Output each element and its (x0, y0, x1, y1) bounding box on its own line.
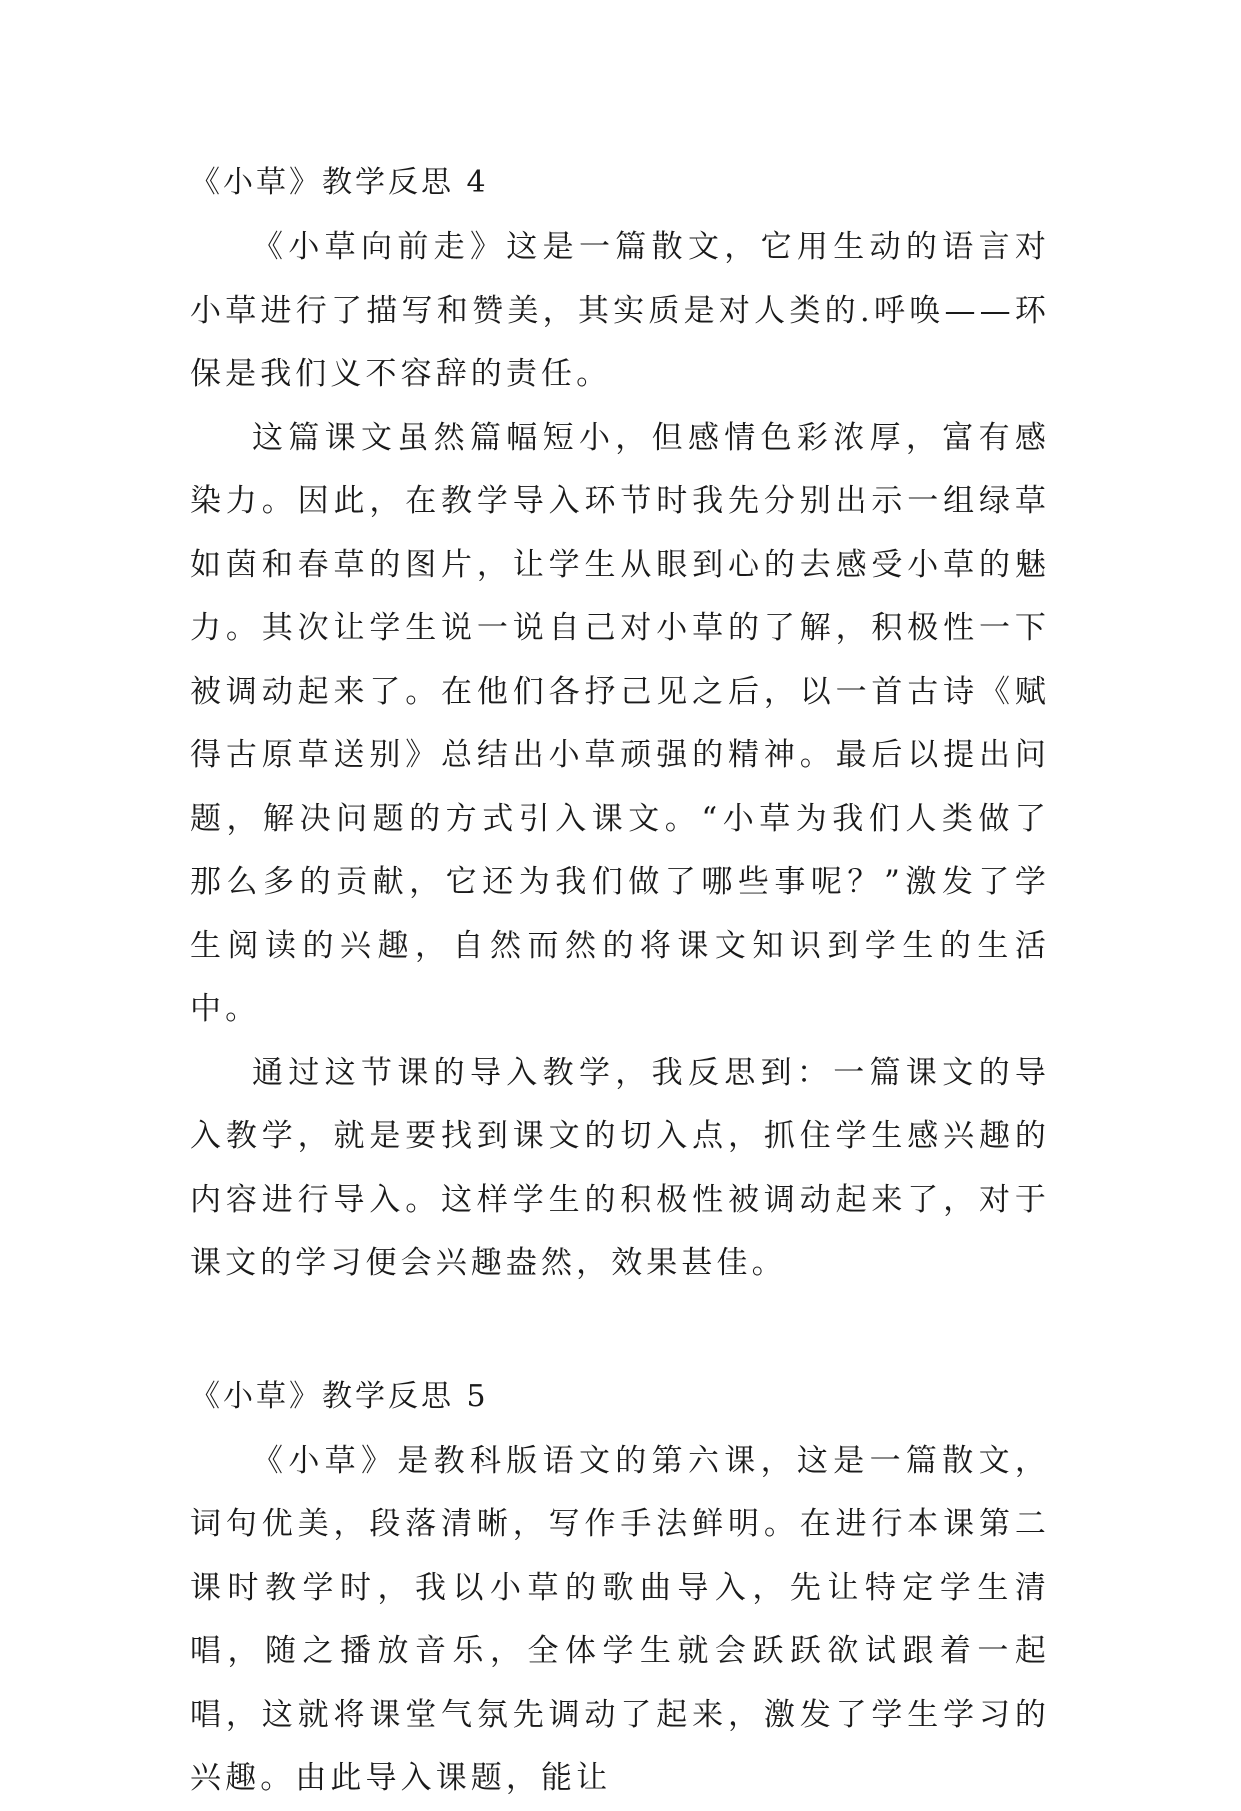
paragraph: 《小草》是教科版语文的第六课，这是一篇散文，词句优美，段落清晰，写作手法鲜明。在进行本课第二课时教学时，我以小草的歌曲导入，先让特定学生清唱，随之播放音乐，全体学生就会跃跃欲试跟着一起唱，这就将课堂气氛先调动了起来，激发了学生学习的兴趣。由此导入课题，能让 (190, 1442, 1050, 1796)
document-page (190, 150, 1050, 1811)
section-spacer (190, 1296, 1050, 1364)
paragraph: 这篇课文虽然篇幅短小，但感情色彩浓厚，富有感染力。因此，在教学导入环节时我先分别出示一组绿草如茵和春草的图片，让学生从眼到心的去感受小草的魅力。其次让学生说一说自己对小草的了解，积极性一下被调动起来了。在他们各抒己见之后，以一首古诗《赋得古原草送别》总结出小草顽强的精神。最后以提出问题，解决问题的方式引入课文。“小草为我们人类做了那么多的贡献，它还为我们做了哪些事呢？”激发了学生阅读的兴趣，自然而然的将课文知识到学生的生活中。 (190, 419, 1050, 1027)
paragraph: 通过这节课的导入教学，我反思到：一篇课文的导入教学，就是要找到课文的切入点，抓住学生感兴趣的内容进行导入。这样学生的积极性被调动起来了，对于课文的学习便会兴趣盎然，效果甚佳。 (190, 1054, 1050, 1281)
paragraph: 《小草向前走》这是一篇散文，它用生动的语言对小草进行了描写和赞美，其实质是对人类的.呼唤——环保是我们义不容辞的责任。 (190, 229, 1050, 392)
section-reflection-5 (190, 1364, 1050, 1811)
section-title: 《小草》教学反思 4 (190, 165, 489, 200)
section-reflection-4 (190, 150, 1050, 1296)
section-title: 《小草》教学反思 5 (190, 1378, 489, 1414)
